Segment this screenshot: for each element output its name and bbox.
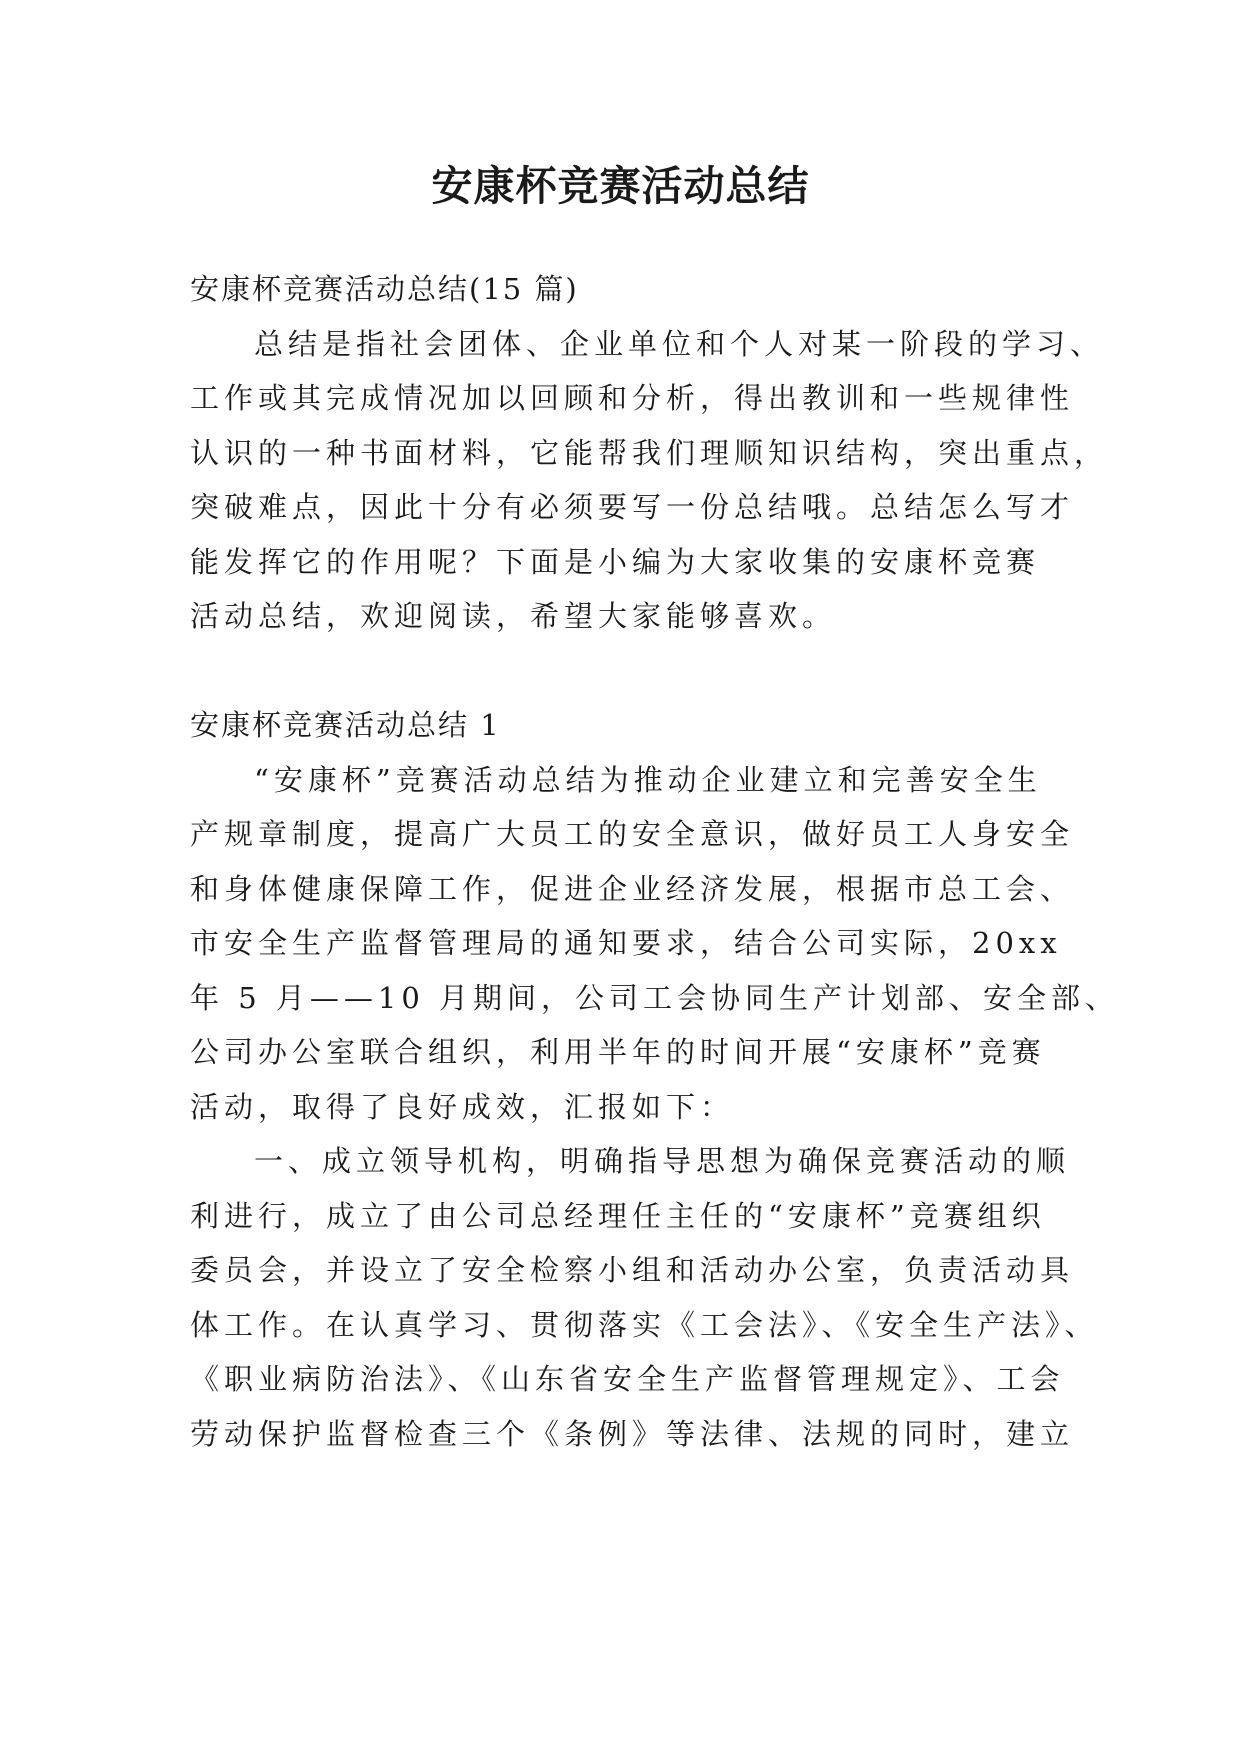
paragraph-line: 体工作。在认真学习、贯彻落实《工会法》、《安全生产法》、 <box>190 1307 1099 1342</box>
section-heading: 安康杯竞赛活动总结 1 <box>190 708 501 742</box>
intro-paragraph <box>190 317 1120 644</box>
paragraph-line: 和身体健康保障工作，促进企业经济发展，根据市总工会、 <box>190 871 1075 906</box>
section1-paragraph-2 <box>190 1134 1120 1461</box>
paragraph-line: 能发挥它的作用呢？下面是小编为大家收集的安康杯竞赛 <box>190 544 1041 579</box>
paragraph-line: 突破难点，因此十分有必须要写一份总结哦。总结怎么写才 <box>190 490 1075 524</box>
paragraph-line: 活动，取得了良好成效，汇报如下： <box>190 1089 735 1124</box>
document-subtitle: 安康杯竞赛活动总结(15 篇) <box>190 272 579 306</box>
document-body <box>190 262 1120 1461</box>
paragraph-line: 一、成立领导机构，明确指导思想为确保竞赛活动的顺 <box>254 1144 1071 1178</box>
paragraph-line: 《职业病防治法》、《山东省安全生产监督管理规定》、工会 <box>190 1362 1065 1396</box>
paragraph-line: 劳动保护监督检查三个《条例》等法律、法规的同时，建立 <box>190 1416 1075 1451</box>
paragraph-line: 产规章制度，提高广大员工的安全意识，做好员工人身安全 <box>190 817 1075 851</box>
paragraph-line: 年 5 月——10 月期间，公司工会协同生产计划部、安全部、 <box>190 980 1120 1015</box>
paragraph-line: 公司办公室联合组织，利用半年的时间开展“安康杯”竞赛 <box>190 1035 1046 1069</box>
paragraph-spacer <box>190 644 1120 699</box>
section1-paragraph-1 <box>190 753 1120 1135</box>
paragraph-line: 工作或其完成情况加以回顾和分析，得出教训和一些规律性 <box>190 381 1075 415</box>
paragraph-line: 市安全生产监督管理局的通知要求，结合公司实际，20xx <box>190 926 1062 960</box>
paragraph-line: “安康杯”竞赛活动总结为推动企业建立和完善安全生 <box>254 762 1042 797</box>
paragraph-line: 活动总结，欢迎阅读，希望大家能够喜欢。 <box>190 599 837 633</box>
paragraph-line: 认识的一种书面材料，它能帮我们理顺知识结构，突出重点， <box>190 435 1109 470</box>
paragraph-line: 委员会，并设立了安全检察小组和活动办公室，负责活动具 <box>190 1253 1075 1287</box>
paragraph-line: 利进行，成立了由公司总经理任主任的“安康杯”竞赛组织 <box>190 1198 1046 1233</box>
document-title: 安康杯竞赛活动总结 <box>431 162 810 210</box>
paragraph-line: 总结是指社会团体、企业单位和个人对某一阶段的学习、 <box>254 326 1105 361</box>
